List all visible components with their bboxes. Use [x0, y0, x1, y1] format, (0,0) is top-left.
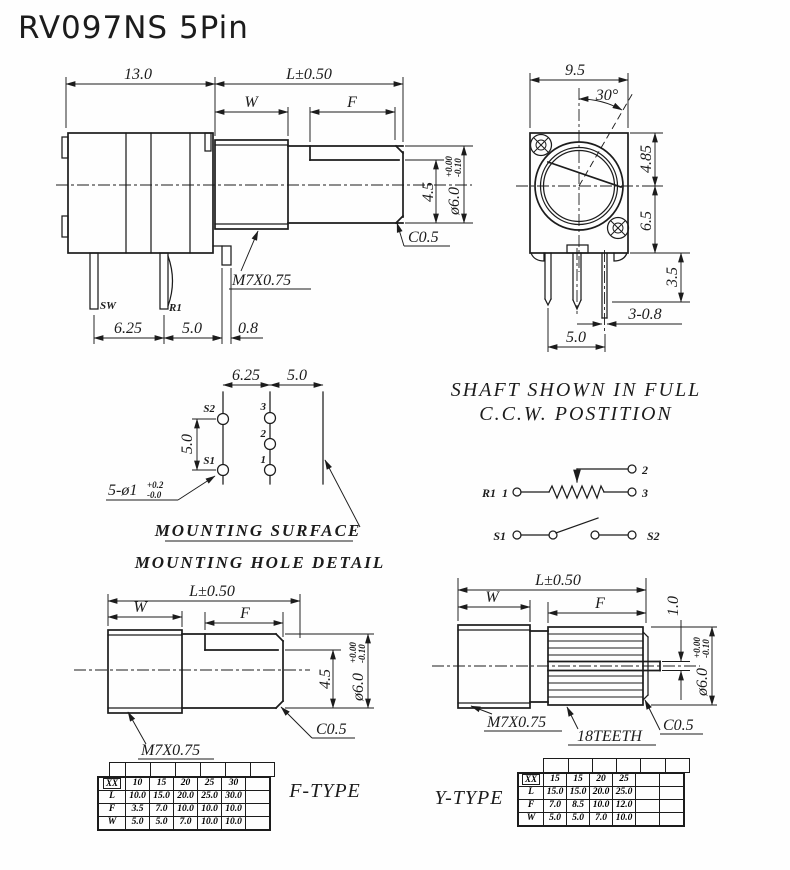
- dim-5_0: 5.0: [182, 320, 202, 337]
- table-row: L 10.0 15.0 20.0 25.0 30.0: [98, 791, 270, 804]
- circuit-2: 2: [642, 463, 648, 477]
- side-view: [56, 66, 473, 344]
- hole-s1: S1: [203, 455, 215, 467]
- table-row: W 5.0 5.0 7.0 10.0: [518, 813, 684, 827]
- y-dim-W: W: [485, 589, 499, 606]
- table-row: L 15.0 15.0 20.0 25.0: [518, 787, 684, 800]
- pin-sw-label: SW: [100, 300, 116, 312]
- dim-W: W: [244, 94, 258, 111]
- f-type-view: [74, 583, 374, 759]
- svg-text:-0.0: -0.0: [147, 490, 162, 500]
- dim-9_5: 9.5: [565, 62, 585, 79]
- f-chamfer-label: C0.5: [316, 721, 347, 738]
- mount-dim-5_0: 5.0: [287, 367, 307, 384]
- dim-3-0_8: 3-0.8: [628, 306, 662, 323]
- dim-3_5: 3.5: [664, 267, 681, 287]
- svg-text:-0.10: -0.10: [701, 639, 711, 658]
- svg-text:ø6.0: ø6.0: [694, 668, 711, 696]
- dim-L: L±0.50: [286, 66, 332, 83]
- mounting-hole-detail: [106, 367, 385, 572]
- dim-13: 13.0: [124, 66, 152, 83]
- svg-text:+0.00: +0.00: [444, 156, 454, 177]
- table-row: XX 15 15 20 25: [518, 773, 684, 787]
- y-dim-1_0: 1.0: [665, 596, 682, 616]
- f-dim-L: L±0.50: [189, 583, 235, 600]
- table-row: W 5.0 5.0 7.0 10.0 10.0: [98, 817, 270, 831]
- dim-4_5: 4.5: [420, 182, 437, 202]
- y-thread-label: M7X0.75: [487, 714, 547, 731]
- angle-30: 30°: [595, 87, 619, 104]
- svg-text:C.C.W. POSTITION: C.C.W. POSTITION: [479, 403, 673, 425]
- table-row: XX 10 15 20 25 30: [98, 777, 270, 791]
- circuit-3: 3: [642, 486, 648, 500]
- y-dim-F: F: [595, 595, 605, 612]
- circuit-s1: S1: [493, 529, 506, 543]
- dim-6_25: 6.25: [114, 320, 142, 337]
- mount-dim-6_25: 6.25: [232, 367, 260, 384]
- table-row: F 3.5 7.0 10.0 10.0 10.0: [98, 804, 270, 817]
- front-view: [516, 62, 690, 352]
- hole-s2: S2: [203, 403, 215, 415]
- svg-text:+0.2: +0.2: [147, 480, 164, 490]
- y-type-caption: Y-TYPE: [434, 787, 504, 809]
- mount-dim-5_0-v: 5.0: [179, 434, 196, 454]
- mounting-detail-caption: MOUNTING HOLE DETAIL: [134, 553, 386, 572]
- circuit-schematic: [481, 463, 660, 543]
- y-type-view: [432, 572, 717, 745]
- hole-3: 3: [260, 401, 266, 413]
- mounting-surface-label: MOUNTING SURFACE: [154, 521, 362, 540]
- page-title: RV097NS 5Pin: [18, 10, 249, 46]
- shaft-note: [451, 379, 701, 425]
- f-thread-label: M7X0.75: [141, 742, 201, 759]
- dim-F: F: [347, 94, 357, 111]
- svg-text:5-ø1: 5-ø1: [108, 482, 138, 499]
- y-dim-L: L±0.50: [535, 572, 581, 589]
- dim-5_0-front: 5.0: [566, 329, 586, 346]
- dim-0_8: 0.8: [238, 320, 258, 337]
- y-teeth-label: 18TEETH: [577, 728, 642, 745]
- thread-label: M7X0.75: [232, 272, 292, 289]
- svg-text:SHAFT SHOWN IN FULL: SHAFT SHOWN IN FULL: [450, 379, 702, 401]
- f-table-empty-row: [109, 762, 275, 776]
- y-table-empty-row: [543, 758, 690, 772]
- circuit-r1: R1: [481, 486, 496, 500]
- dim-4_85: 4.85: [638, 145, 655, 173]
- circuit-1: 1: [502, 486, 508, 500]
- dim-phi6: [444, 156, 463, 216]
- table-row: F 7.0 8.5 10.0 12.0: [518, 800, 684, 813]
- y-type-table: [517, 758, 690, 827]
- pin-r1-label: R1: [169, 302, 182, 314]
- svg-text:+0.00: +0.00: [692, 637, 702, 658]
- f-type-table: [97, 762, 275, 831]
- y-chamfer-label: C0.5: [663, 717, 694, 734]
- svg-text:ø6.0: ø6.0: [350, 673, 367, 701]
- dim-6_5: 6.5: [638, 211, 655, 231]
- f-dim-4_5: 4.5: [317, 669, 334, 689]
- circuit-s2: S2: [647, 529, 660, 543]
- hole-2: 2: [260, 428, 266, 440]
- y-dim-phi6: [692, 637, 711, 697]
- f-dim-F: F: [240, 605, 250, 622]
- hole-1: 1: [260, 454, 266, 466]
- svg-text:-0.10: -0.10: [453, 158, 463, 177]
- svg-text:+0.00: +0.00: [348, 642, 358, 663]
- f-dim-W: W: [133, 599, 147, 616]
- svg-text:-0.10: -0.10: [357, 644, 367, 663]
- chamfer-label: C0.5: [408, 229, 439, 246]
- f-dim-phi6: [348, 642, 367, 702]
- holes-size-label: [108, 480, 164, 500]
- svg-text:ø6.0: ø6.0: [446, 187, 463, 215]
- f-type-caption: F-TYPE: [289, 780, 361, 802]
